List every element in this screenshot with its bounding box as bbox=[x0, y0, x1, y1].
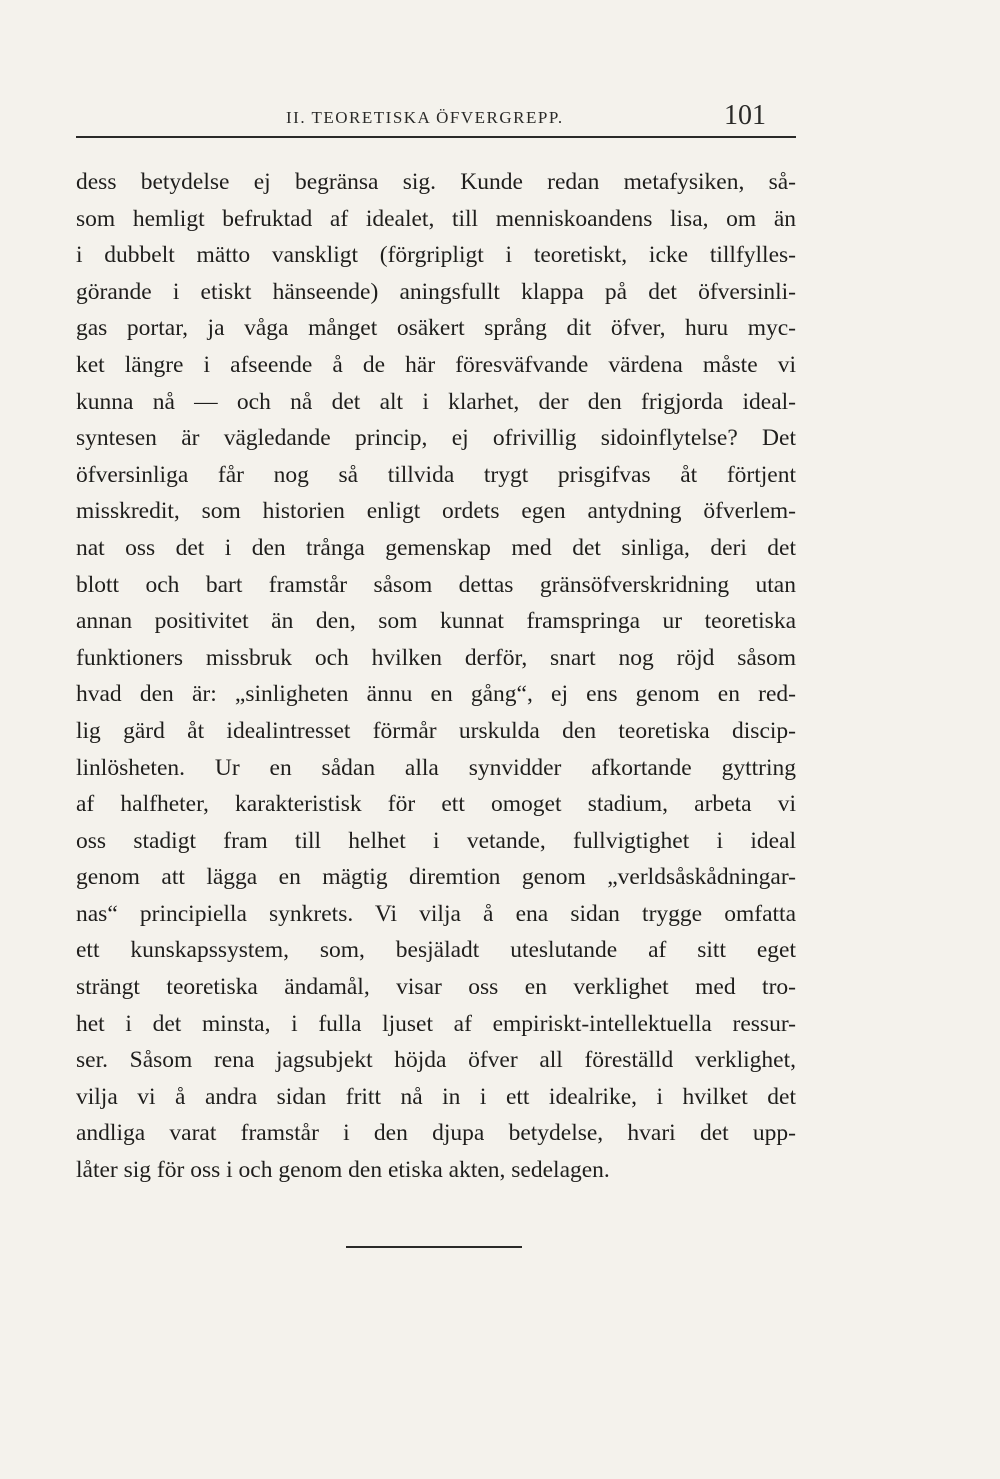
text-line: af halfheter, karakteristisk för ett omoget stadium, arbeta vi bbox=[76, 791, 796, 818]
text-line: blott och bart framstår såsom dettas gränsöfverskridning utan bbox=[76, 571, 796, 598]
text-line: linlösheten. Ur en sådan alla synvidder afkortande gyttring bbox=[76, 754, 796, 781]
text-line: ket längre i afseende å de här föresväfvande värdena måste vi bbox=[76, 351, 796, 378]
text-line: ser. Såsom rena jagsubjekt höjda öfver all föreställd verklighet, bbox=[76, 1047, 796, 1074]
text-line: strängt teoretiska ändamål, visar oss en verklighet med tro- bbox=[76, 974, 796, 1001]
book-page bbox=[76, 96, 796, 1189]
text-line: kunna nå — och nå det alt i klarhet, der den frigjorda ideal- bbox=[76, 388, 796, 415]
page-number: 101 bbox=[724, 100, 766, 131]
text-line: andliga varat framstår i den djupa betydelse, hvari det upp- bbox=[76, 1120, 796, 1147]
text-line: i dubbelt mätto vanskligt (förgripligt i teoretiskt, icke tillfylles- bbox=[76, 242, 796, 269]
text-line: funktioners missbruk och hvilken derför, snart nog röjd såsom bbox=[76, 644, 796, 671]
text-line: hvad den är: „sinligheten ännu en gång“, ej ens genom en red- bbox=[76, 681, 796, 708]
text-line: gas portar, ja våga månget osäkert språng dit öfver, huru myc- bbox=[76, 315, 796, 342]
text-line: som hemligt befruktad af idealet, till menniskoandens lisa, om än bbox=[76, 205, 796, 232]
running-title: II. TEORETISKA ÖFVERGREPP. bbox=[286, 108, 564, 127]
body-text bbox=[76, 164, 796, 1189]
text-line: misskredit, som historien enligt ordets egen antydning öfverlem- bbox=[76, 498, 796, 525]
text-line: ett kunskapssystem, som, besjäladt uteslutande af sitt eget bbox=[76, 937, 796, 964]
text-line: syntesen är vägledande princip, ej ofrivillig sidoinflytelse? Det bbox=[76, 425, 796, 452]
text-line: nat oss det i den trånga gemenskap med det sinliga, deri det bbox=[76, 534, 796, 561]
section-end-rule bbox=[346, 1246, 522, 1248]
text-line: görande i etiskt hänseende) aningsfullt klappa på det öfversinli- bbox=[76, 278, 796, 305]
running-head bbox=[76, 96, 796, 138]
text-line: oss stadigt fram till helhet i vetande, fullvigtighet i ideal bbox=[76, 827, 796, 854]
text-line: genom att lägga en mägtig diremtion genom „verldsåskådningar- bbox=[76, 864, 796, 891]
text-line: öfversinliga får nog så tillvida trygt prisgifvas åt förtjent bbox=[76, 461, 796, 488]
text-line: lig gärd åt idealintresset förmår urskulda den teoretiska discip- bbox=[76, 717, 796, 744]
text-line: nas“ principiella synkrets. Vi vilja å ena sidan trygge omfatta bbox=[76, 900, 796, 927]
text-line: låter sig för oss i och genom den etiska akten, sedelagen. bbox=[76, 1157, 610, 1184]
text-line: annan positivitet än den, som kunnat framspringa ur teoretiska bbox=[76, 608, 796, 635]
text-line: dess betydelse ej begränsa sig. Kunde redan metafysiken, så- bbox=[76, 169, 796, 195]
text-line: het i det minsta, i fulla ljuset af empiriskt-intellektuella ressur- bbox=[76, 1010, 796, 1037]
text-line: vilja vi å andra sidan fritt nå in i ett idealrike, i hvilket det bbox=[76, 1083, 796, 1110]
